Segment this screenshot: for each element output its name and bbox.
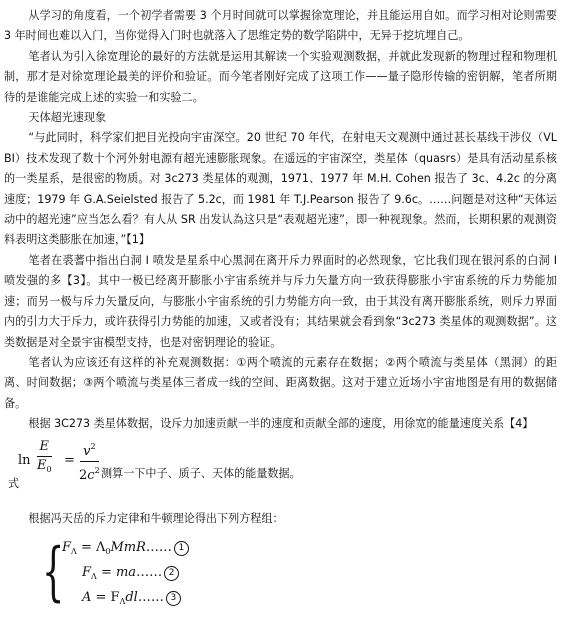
paragraph-2: 笔者认为引入徐宽理论的最好的方法就是运用其解读一个实验观测数据，并就此发现新的物理过程和物理机制，那才是对徐宽理论最美的评价和验证。而今笔者刚好完成了这项工作——量子隐形传输的密钥解，笔者所期待的是谁能完成上述的实验一和实验二。 — [4, 49, 557, 104]
equation-system — [4, 534, 557, 617]
formula-suffix: 测算一下中子、质子、天体的能量数据。 — [101, 466, 301, 480]
paragraph-6: 根据 3C273 类星体数据，设斥力加速贡献一半的速度和贡献全部的速度，用徐宽的能量速度关系【4】 — [28, 417, 534, 431]
formula-ln: ln — [18, 452, 31, 468]
eq1-rhs: = Λ — [80, 539, 106, 555]
eq1-dots: …… — [145, 539, 172, 555]
formula-den-coef: 2 — [79, 467, 88, 483]
formula-den-c: c — [87, 467, 95, 483]
eq1-circled-marker: 1 — [174, 541, 189, 556]
equation-1 — [62, 539, 189, 561]
paragraph-4: 笔者在裘蓍中指出白洞 I 喷发是星系中心黑洞在离开斥力界面时的必然现象，它比我们现在银河系的白洞 I 喷发强的多【3】。其中一极已经离开膨胀小宇宙系统并与斥力矢量方向一致获得膨胀小宇宙系统的斥力势能加速；而另一极与斥力矢量反向，与膨胀小宇宙系统的引力势能方向一致，由于其没有离开膨胀系统，则斥力界面内的引力大于斥力，或许获得引力势能的加速，又或者没有；其结果就会看到象“3c273 类星体的观测数据”。这类数据是对全景宇宙模型支持，也是对密钥理论的验证。 — [4, 253, 557, 349]
eq3-rhs-sub: Λ — [119, 596, 126, 606]
eq2-circled-marker: 2 — [164, 566, 179, 581]
eq2-lhs: F — [82, 564, 92, 580]
eq3-lhs: A — [82, 589, 92, 605]
formula-den-c-sup: 2 — [94, 465, 100, 475]
paragraph-1: 从学习的角度看，一个初学者需要 3 个月时间就可以掌握徐宽理论，并且能运用自如。而学习相对论则需要 3 年时间也难以入门，当你觉得入门时也就落入了思维定势的数学陷阱中，无异于挖坑埋自己。 — [4, 9, 557, 43]
eq3-circled-marker: 3 — [166, 591, 181, 606]
formula-num-e: E — [39, 438, 50, 454]
section-heading: 天体超光速现象 — [28, 111, 107, 125]
eq2-dots: …… — [136, 564, 163, 580]
eq1-rhs-rest: MmR — [110, 539, 146, 555]
formula-prefix: 式 — [8, 476, 20, 490]
eq1-lhs: F — [62, 539, 72, 555]
formula-fraction-velocity — [76, 439, 103, 484]
eq2-lhs-sub: Λ — [91, 571, 97, 581]
formula-num-sup: 2 — [90, 441, 96, 451]
equation-2 — [82, 564, 179, 586]
formula-den-sub: 0 — [46, 464, 52, 474]
formula-equals: = — [64, 452, 75, 468]
paragraph-3: “与此同时，科学家们把目光投向宇宙深空。20 世纪 70 年代，在射电天文观测中通过甚长基线干涉仪（VLBI）技术发现了数十个河外射电源有超光速膨胀现象。在遥远的宇宙深空，类星体（quasrs）是具有活动星系核的一类星系，是很密的物质。对 3c273 类星体的观测，1971、1977 年 M.H. Cohen 报告了 3c、4.2c 的分离速度；1979 年 G.A.Seielsted 报告了 5.2c，而 1981 年 T.J.Pearson 报告了 9.6c。……问题是对这种“天体运动中的超光速”应当怎么看？有人从 SR 出发认為这只是“表观超光速”，即一种视现象。然而，长期积累的观测资料表明这类膨胀在加速，”【1】 — [4, 131, 557, 247]
formula-num-v: v — [83, 443, 91, 459]
equation-3 — [82, 589, 181, 611]
eq1-lhs-sub: Λ — [71, 546, 77, 556]
eq2-rhs: = ma — [100, 564, 137, 580]
formula-fraction-energy — [34, 439, 55, 478]
eq3-dots: …… — [137, 589, 164, 605]
eq3-rhs-rest: dl — [125, 589, 138, 605]
equations-intro: 根据冯天岳的斥力定律和牛顿理论得出下列方程组： — [28, 511, 284, 525]
energy-speed-formula — [4, 439, 557, 495]
formula-den-e: E — [37, 457, 47, 473]
eq1-rhs-sub: 0 — [105, 546, 111, 556]
paragraph-5: 笔者认为应该还有这样的补充观测数据：①两个喷流的元素存在数据；②两个喷流与类星体（黑洞）的距离、时间数据；③两个喷流与类星体三者成一线的空间、距离数据。这对于建立近场小宇宙地图是有用的数据储备。 — [4, 355, 557, 410]
left-brace-icon: { — [42, 534, 65, 609]
eq3-rhs: = F — [95, 589, 120, 605]
